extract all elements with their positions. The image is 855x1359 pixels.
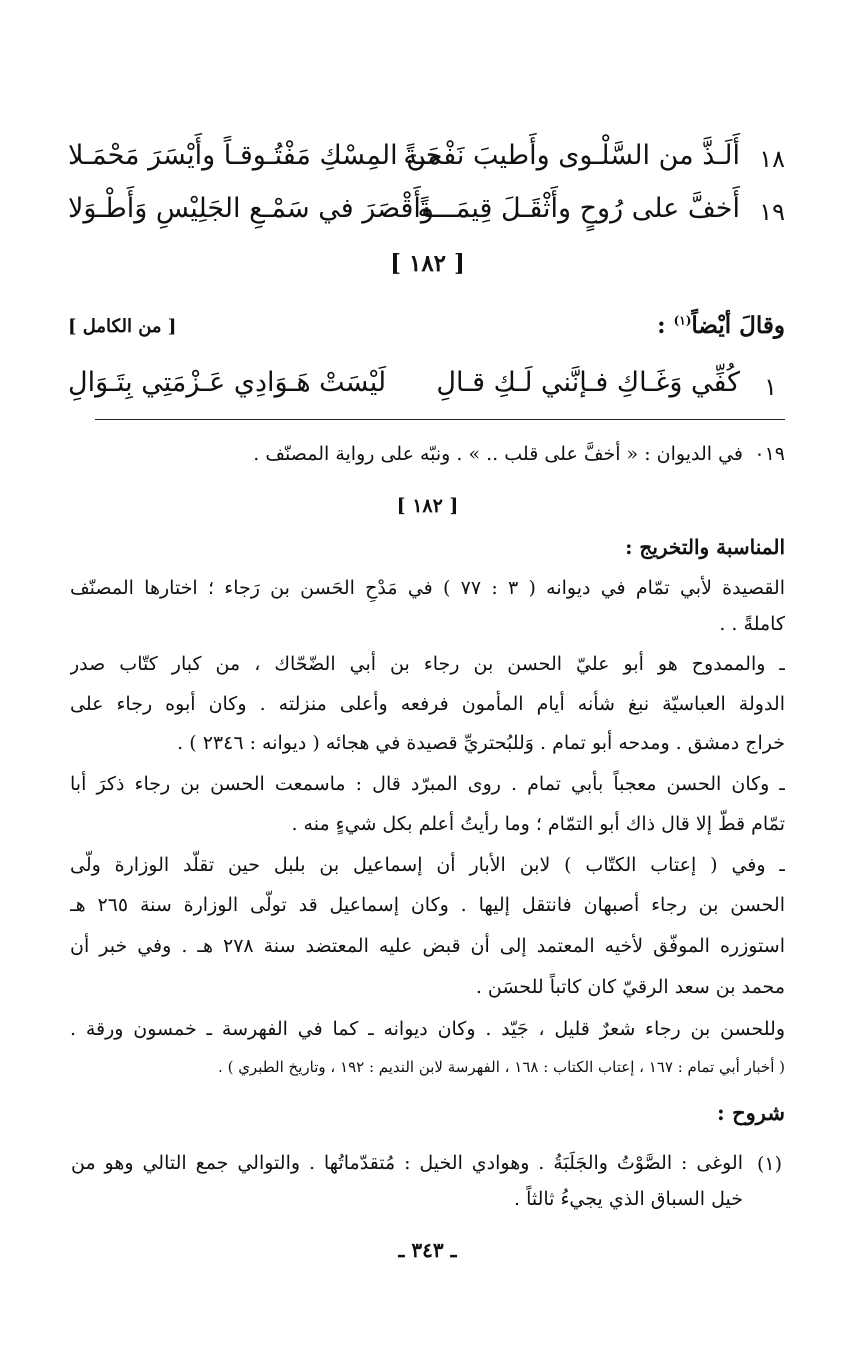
body-line: الدولة العباسيّة نبغ شأنه أيام المأمون فرفعه وأعلى منزلته . وكان أبوه رجاء على <box>70 693 785 715</box>
body-line: وللحسن بن رجاء شعرٌ قليل ، جَيّد . وكان ديوانه ـ كما في الفهرسة ـ خمسون ورقة . <box>70 1018 785 1040</box>
body-line: ـ وفي ( إعتاب الكتّاب ) لابن الأبار أن إسماعيل بن بلبل حين تقلّد الوزارة ولّى <box>70 854 785 876</box>
body-line: تمّام قطّ إلا قال ذاك أبو التمّام ؛ وما رأيتُ أعلم بكل شيءٍ منه . <box>291 813 785 835</box>
footnote-separator <box>95 419 785 420</box>
body-line: الحسن بن رجاء أصبهان فانتقل إليها . وكان إسماعيل قد تولّى الوزارة سنة ٢٦٥ هـ <box>70 894 785 916</box>
verse-first-hemistich: أَخفَّ على رُوحٍ وأَثْقَـلَ قِيمَـــةً <box>417 193 740 224</box>
footnote-marker: (١) <box>673 313 692 328</box>
verse-number: ١٩ <box>759 198 785 226</box>
section-title: المناسبة والتخريج : <box>625 535 785 559</box>
body-line: استوزره الموفّق لأخيه المعتمد إلى أن قبض عليه المعتضد سنة ٢٧٨ هـ . وفي خبر أن <box>70 935 785 957</box>
footnote-text: في الديوان : « أخفَّ على قلب .. » . ونبّه على رواية المصنّف . <box>253 443 743 465</box>
sharh-line: الوغى : الصَّوْتُ والجَلَبَةُ . وهوادي الخيل : مُتقدّماتُها . والتوالي جمع التالي وهو من <box>71 1152 743 1174</box>
page-number: ـ ٣٤٣ ـ <box>398 1238 457 1262</box>
body-line: ـ وكان الحسن معجباً بأبي تمام . روى المبرّد قال : ماسمعت الحسن بن رجاء ذكرَ أبا <box>70 773 785 795</box>
verse-second-hemistich: وأَقْصَرَ في سَمْـعِ الجَلِيْسِ وَأَطْـوَلا <box>68 193 434 224</box>
body-line: ـ والممدوح هو أبو عليّ الحسن بن رجاء بن أبي الضّحّاك ، من كبار كتّاب صدر <box>70 653 785 675</box>
poem-intro-colon: : <box>657 312 666 339</box>
body-line: القصيدة لأبي تمّام في ديوانه ( ٣ : ٧٧ ) في مَدْحِ الحَسن بن رَجاء ؛ اختارها المصنّف <box>70 577 785 599</box>
verse-first-hemistich: أَلَـذَّ من السَّلْـوى وأَطيبَ نَفْحَـةً <box>403 140 740 171</box>
body-line: كاملةً . . <box>719 613 785 635</box>
sharh-line: خيل السباق الذي يجيءُ ثالثاً . <box>513 1188 743 1210</box>
poem-intro-text: وقالَ أيْضاً <box>691 312 785 339</box>
sources-line: ( أخبار أبي تمام : ١٦٧ ، إعتاب الكتاب : ١٦٨ ، الفهرسة لابن النديم : ١٩٢ ، وتاريخ الطبري ) . <box>218 1058 785 1076</box>
verse-first-hemistich: كُفِّي وَغَـاكِ فـإنَّني لَـكِ قـالِ <box>436 367 740 398</box>
body-line: خراج دمشق . ومدحه أبو تمام . وَللبُحتريِّ قصيدة في هجائه ( ديوانه : ٢٣٤٦ ) . <box>177 732 785 754</box>
verse-second-hemistich: من المِسْكِ مَفْتُـوقـاً وأَيْسَرَ مَحْمَـلا <box>68 140 442 171</box>
section-number: [ ١٨٢ ] <box>396 495 459 517</box>
footnote-number: ٠١٩ <box>754 443 785 465</box>
body-line: محمد بن سعد الرقيّ كان كاتباً للحسَن . <box>475 976 785 998</box>
verse-number: ١٨ <box>759 145 785 173</box>
verse-second-hemistich: لَيْسَتْ هَـوَادِي عَـزْمَتِي بِتَـوَالِ <box>68 367 387 398</box>
verse-number: ١ <box>764 373 777 401</box>
poem-number: [ ١٨٢ ] <box>390 250 465 277</box>
meter-label: [ من الكامل ] <box>68 316 177 337</box>
shuruh-title: شروح : <box>717 1100 785 1125</box>
sharh-number: (١) <box>756 1153 782 1175</box>
poem-intro <box>657 312 785 339</box>
